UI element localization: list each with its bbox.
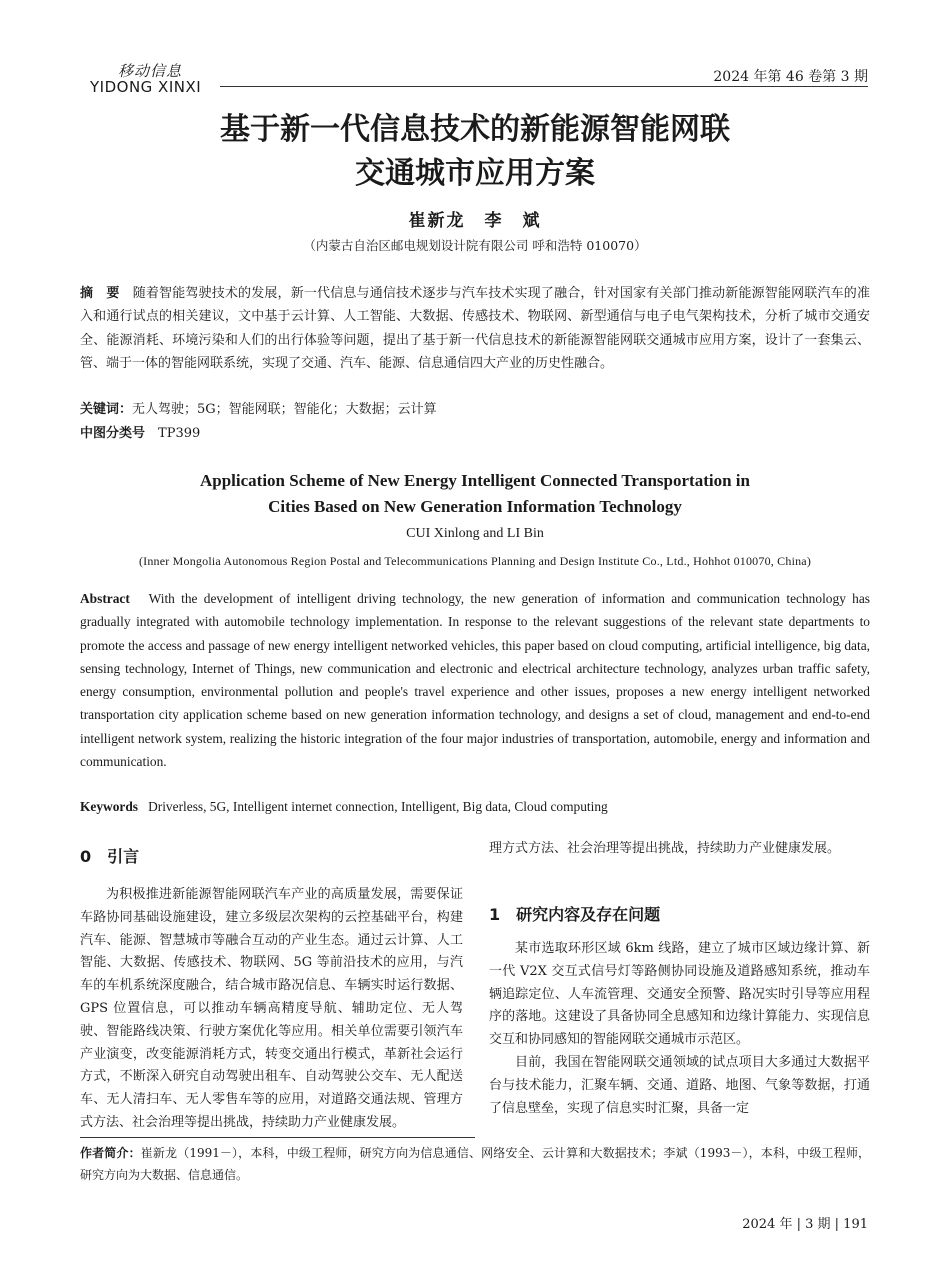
abstract-en-text: With the development of intelligent driving technology, the new generation of information and communication technology has gradually integrated with automobile technology implementation. In response to the relevant suggestions of the relevant state departments to promote the access and passage of new energy intelligent networked vehicles, this paper based on cloud computing, artificial intelligence, big data, sensing technology, Internet of Things, new communication and electronic and electrical architecture technology, analyzes urban traffic safety, energy consumption, environmental pollution and people's travel experience and other issues, proposes a new energy intelligent networked transportation city application scheme based on new generation information technology, and designs a set of cloud, management and end-to-end intelligent network system, realizing the historic integration of the four major industries of transportation, automobile, energy and information and communication. (80, 591, 870, 770)
section-1-para-1: 某市选取环形区域 6km 线路，建立了城市区域边缘计算、新一代 V2X 交互式信号灯等路侧协同设施及道路感知系统，推动车辆追踪定位、人车流管理、交通安全预警、路况实时引导等应用程序的落地。这建设了具备协同全息感知和边缘计算能力、实现信息交互和协同感知的智能网联交通城市示范区。 (489, 941, 870, 1048)
footnote-text: 崔新龙（1991－），本科，中级工程师，研究方向为信息通信、网络安全、云计算和大数据技术；李斌（1993－），本科，中级工程师，研究方向为大数据、信息通信。 (80, 1146, 870, 1182)
keywords-en-label: Keywords (80, 799, 139, 814)
abstract-cn-text: 随着智能驾驶技术的发展，新一代信息与通信技术逐步与汽车技术实现了融合，针对国家有关部门推动新能源智能网联汽车的准入和通行试点的相关建议，文中基于云计算、人工智能、大数据、传感技术、物联网、新型通信与电子电气架构技术，分析了城市交通安全、能源消耗、环境污染和人们的出行体验等问题，提出了基于新一代信息技术的新能源智能网联交通城市应用方案，设计了一套集云、管、端于一体的智能网联系统，实现了交通、汽车、能源、信息通信四大产业的历史性融合。 (80, 286, 870, 371)
journal-name-en: YIDONG XINXI (90, 78, 202, 96)
abstract-en (80, 587, 870, 773)
section-0-continuation (489, 838, 870, 884)
affiliation: （内蒙古自治区邮电规划设计院有限公司 呼和浩特 010070） (303, 238, 647, 253)
classification (80, 422, 870, 445)
english-authors: CUI Xinlong and LI Bin (406, 526, 544, 541)
keywords-cn-text: 无人驾驶；5G；智能网联；智能化；大数据；云计算 (132, 402, 437, 417)
classification-label: 中图分类号 (80, 426, 146, 441)
section-1-body (489, 938, 870, 1120)
section-0-body (80, 884, 463, 1136)
abstract-cn (80, 282, 870, 375)
keywords-en-text: Driverless, 5G, Intelligent internet connection, Intelligent, Big data, Cloud computing (148, 799, 608, 814)
keywords-cn-label: 关键词： (80, 402, 133, 417)
header-rule (220, 86, 868, 87)
english-affiliation: (Inner Mongolia Autonomous Region Postal and Telecommunications Planning and Design Institute Co., Ltd., Hohhot 010070, China) (138, 554, 812, 568)
page-number: 2024 年 | 3 期 | 191 (742, 1217, 868, 1232)
abstract-en-label: Abstract (80, 591, 130, 606)
abstract-cn-label: 摘 要 (80, 286, 120, 301)
keywords-cn (80, 398, 870, 421)
issue-info: 2024 年第 46 卷第 3 期 (713, 69, 868, 85)
section-0-para-1: 为积极推进新能源智能网联汽车产业的高质量发展，需要保证车路协同基础设施建设，建立多级层次架构的云控基础平台，构建汽车、能源、智慧城市等融合互动的产业生态。通过云计算、人工智能、大数据、传感技术、物联网、5G 等前沿技术的应用，与汽车的车机系统深度融合，结合城市路况信息、车辆实时运行数据、GPS 位置信息，可以推动车辆高精度导航、辅助定位、无人驾驶、智能路线决策、行驶方案优化等应用。相关单位需要引领汽车产业演变，改变能源消耗方式，转变交通出行模式，革新社会运行方式，不断深入研究自动驾驶出租车、自动驾驶公交车、无人配送车、无人清扫车、无人零售车等的应用，对道路交通法规、管理方式方法、社会治理等提出挑战，持续助力产业健康发展。 (80, 887, 463, 1130)
authors: 崔新龙 李 斌 (408, 211, 542, 231)
author-footnote (80, 1142, 870, 1186)
title-line-1: 基于新一代信息技术的新能源智能网联 (220, 112, 730, 147)
section-1-heading: 1 研究内容及存在问题 (489, 905, 661, 924)
journal-name-cn: 移动信息 (118, 62, 183, 80)
english-title-line-2: Cities Based on New Generation Information Technology (268, 497, 682, 516)
footnote-label: 作者简介： (80, 1146, 141, 1160)
title-line-2: 交通城市应用方案 (355, 156, 595, 191)
section-0-para-1-cont: 理方式方法、社会治理等提出挑战，持续助力产业健康发展。 (489, 841, 841, 856)
classification-value: TP399 (158, 426, 201, 441)
english-title-line-1: Application Scheme of New Energy Intelligent Connected Transportation in (200, 471, 750, 490)
section-1-para-2: 目前，我国在智能网联交通领域的试点项目大多通过大数据平台与技术能力，汇聚车辆、交通、道路、地图、气象等数据，打通了信息壁垒，实现了信息实时汇聚，具备一定 (489, 1054, 870, 1116)
keywords-en (80, 795, 870, 818)
footnote-rule (80, 1137, 475, 1138)
section-0-heading: 0 引言 (80, 847, 140, 866)
